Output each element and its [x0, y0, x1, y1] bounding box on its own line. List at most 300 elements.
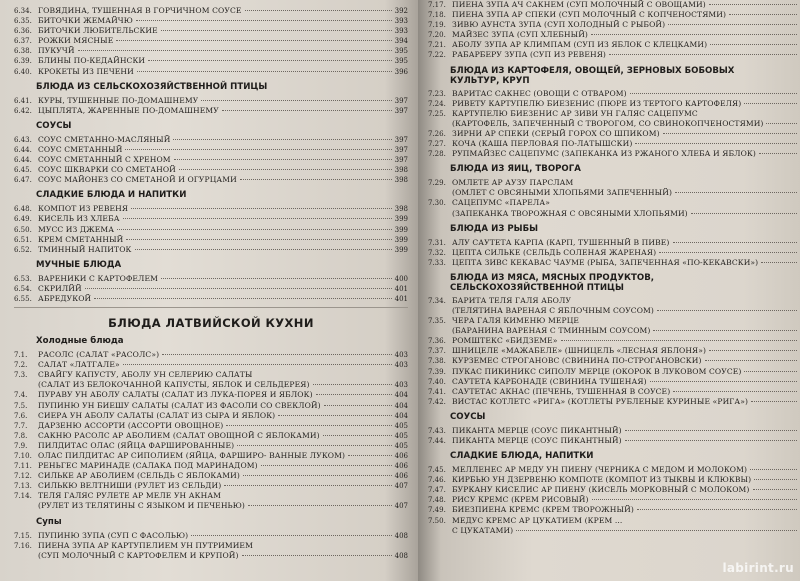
toc-entry	[428, 89, 800, 99]
entry-title: СОУС СМЕТАННО-МАСЛЯНЫЙ	[38, 134, 171, 144]
entry-title: ЦЕПТА СИЛЬКЕ (СЕЛЬДЬ СОЛЕНАЯ ЖАРЕНАЯ)	[452, 247, 657, 257]
entry-number: 7.28.	[428, 150, 446, 159]
page-number: 394	[394, 37, 408, 46]
page-number: 401	[394, 284, 408, 293]
toc-entry	[14, 245, 408, 255]
section-heading: МУЧНЫЕ БЛЮДА	[36, 259, 122, 270]
page-number: 404	[394, 401, 408, 410]
entries-group	[428, 89, 800, 160]
leader-dots	[117, 229, 391, 230]
toc-entry	[14, 96, 408, 106]
leader-dots	[750, 469, 797, 470]
leader-dots	[751, 401, 797, 402]
entries-group	[14, 96, 408, 116]
toc-entry	[428, 99, 800, 109]
entry-number: 6.50.	[14, 225, 32, 234]
entry-title: ПУКАС ПИКИНИКС СИПОЛУ МЕРЦЕ (ОКОРОК В ЛУКОВОМ СОУСЕ)	[452, 366, 742, 376]
entry-number: 7.39.	[428, 367, 446, 376]
leader-dots	[691, 213, 797, 214]
entry-number: 7.10.	[14, 452, 32, 460]
entry-number: 7.14.	[14, 492, 32, 501]
toc-entry	[14, 471, 408, 481]
entry-title: СВАЙГУ КАПУСТУ, АБОЛУ УН СЕЛЕРИЮ САЛАТЫ	[38, 370, 253, 380]
leader-dots	[313, 384, 392, 385]
entry-title: БАРИТА ТЕЛЯ ГАЛЯ АБОЛУ	[452, 295, 572, 305]
leader-dots	[591, 34, 797, 35]
entry-title: КОМПОТ ИЗ РЕВЕНЯ	[38, 204, 129, 214]
entry-number: 7.45.	[428, 466, 446, 475]
entry-number: 7.5.	[14, 401, 28, 410]
entry-title: РИВЕТУ КАРТУПЕЛЮ БИЕЗЕНИС (ПЮРЕ ИЗ ТЕРТОГО КАРТОФЕЛЯ)	[452, 98, 742, 108]
toc-entry	[428, 495, 800, 505]
entry-title: СКРИЛЙЙ	[38, 283, 82, 293]
entry-number: 7.50.	[428, 516, 446, 525]
entries-group	[428, 465, 800, 536]
leader-dots	[659, 252, 797, 253]
entry-title: КОЧА (КАША ПЕРЛОВАЯ ПО-ЛАТЫШСКИ)	[452, 139, 633, 149]
entry-title: МУСС ИЗ ДЖЕМА	[38, 224, 115, 234]
leader-dots	[625, 440, 797, 441]
entry-number: 6.43.	[14, 135, 32, 144]
section-heading: СОУСЫ	[36, 120, 72, 131]
leader-dots	[316, 394, 392, 395]
entry-title: ПИЕНА ЗУПА АЧ САКНЕМ (СУП МОЛОЧНЫЙ С ОВОЩАМИ)	[452, 0, 706, 9]
entry-continuation-text: (КАРТОФЕЛЬ, ЗАПЕЧЕННЫЙ С ТВОРОГОМ, СО СВИНОКОПЧЕНОСТЯМИ)	[452, 118, 764, 128]
page-number: 398	[394, 176, 408, 185]
entries-group	[14, 274, 408, 304]
leader-dots	[191, 535, 391, 536]
toc-entry	[14, 531, 408, 541]
leader-dots	[245, 10, 392, 11]
entry-number: 7.27.	[428, 140, 446, 149]
leader-dots	[766, 123, 797, 124]
leader-dots	[561, 340, 797, 341]
entry-number: 7.8.	[14, 431, 28, 440]
entry-title: ОЛАС ПИЛДИТАС АР СИПОЛИЕМ (ЯЙЦА, ФАРШИРО- ВАННЫЕ ЛУКОМ)	[38, 451, 346, 460]
entry-number: 7.3.	[14, 371, 28, 380]
toc-entry-continuation	[14, 551, 408, 561]
entry-number: 7.13.	[14, 482, 32, 491]
page-number: 403	[394, 381, 408, 390]
entry-number: 7.34.	[428, 296, 446, 305]
entry-number: 7.19.	[428, 21, 446, 30]
entry-title: АБРЕДУКОЙ	[38, 293, 92, 303]
toc-entry	[14, 16, 408, 26]
toc-entry	[428, 178, 800, 188]
toc-entry	[14, 350, 408, 360]
entry-title: КРОКЕТЫ ИЗ ПЕЧЕНИ	[38, 66, 134, 76]
page-number: 403	[394, 351, 408, 360]
page-number: 398	[394, 166, 408, 175]
entry-number: 7.43.	[428, 426, 446, 435]
leader-dots	[744, 103, 797, 104]
entry-number: 6.39.	[14, 57, 32, 66]
leader-dots	[663, 133, 797, 134]
entry-title: СИЛЬКЮ ВЕЛТНИШИ (РУЛЕТ ИЗ СЕЛЬДИ)	[38, 481, 222, 491]
page-number: 406	[394, 452, 408, 460]
entry-title: САУТЕТА КАРБОНАДЕ (СВИНИНА ТУШЕНАЯ)	[452, 376, 647, 386]
entry-number: 6.52.	[14, 245, 32, 254]
entry-title: РАБАРБЕРУ ЗУПА (СУП ИЗ РЕВЕНЯ)	[452, 50, 606, 60]
toc-entry	[14, 370, 408, 380]
entry-number: 7.47.	[428, 486, 446, 495]
page-number: 405	[394, 421, 408, 430]
leader-dots	[673, 391, 797, 392]
page-number: 392	[394, 7, 408, 15]
page-number: 406	[394, 462, 408, 471]
entry-number: 7.25.	[428, 109, 446, 118]
toc-entry	[428, 465, 800, 475]
entry-title: ПИЕНА ЗУПА АР СПЕКИ (СУП МОЛОЧНЫЙ С КОПЧЕНОСТЯМИ)	[452, 10, 727, 20]
leader-dots	[224, 485, 391, 486]
page-number: 405	[394, 431, 408, 440]
section-heading: БЛЮДА ИЗ РЫБЫ	[450, 223, 539, 234]
entry-title: БИТОЧКИ ЖЕМАЙЧЮ	[38, 16, 133, 26]
leader-dots	[278, 415, 391, 416]
page-number: 399	[394, 215, 408, 224]
entry-number: 6.55.	[14, 294, 32, 303]
entry-number: 6.44.	[14, 156, 32, 165]
entry-title: СИЕРА УН АБОЛУ САЛАТЫ (САЛАТ ИЗ СЫРА И ЯБЛОК)	[38, 410, 276, 420]
right-page	[418, 0, 800, 581]
toc-entry	[14, 294, 408, 304]
entries-group	[428, 238, 800, 268]
page-number: 404	[394, 411, 408, 420]
toc-entry	[428, 20, 800, 30]
toc-entry	[14, 106, 408, 116]
entry-title: САЦЕПУМС «ПАРЕЛА»	[452, 198, 550, 208]
entry-title: ЦЫПЛЯТА, ЖАРЕННЫЕ ПО-ДОМАШНЕМУ	[38, 105, 219, 115]
entry-continuation-text: (СУП МОЛОЧНЫЙ С КАРТОФЕЛЕМ И КРУПОЙ)	[38, 550, 239, 560]
leader-dots	[201, 100, 391, 101]
entry-title: ЦЕПТА ЗИВС КЕКАВАС ЧАУМЕ (РЫБА, ЗАПЕЧЕННАЯ «ПО-КЕКАВСКИ»)	[452, 257, 759, 267]
entry-number: 7.36.	[428, 337, 446, 346]
entry-number: 6.48.	[14, 205, 32, 214]
entry-title: КАРТУПЕЛЮ БИЕЗЕНИС АР ЗИВИ УН ГАЛЯС САЦЕПУМС	[452, 108, 698, 118]
toc-entry	[428, 129, 800, 139]
entry-continuation-text: (ОМЛЕТ С ОВСЯНЫМИ ХЛОПЬЯМИ ЗАПЕЧЕННЫЙ)	[452, 188, 673, 198]
leader-dots	[226, 425, 391, 426]
section-heading-line: СЕЛЬСКОХОЗЯЙСТВЕННОЙ ПТИЦЫ	[450, 282, 624, 293]
toc-entry	[14, 135, 408, 145]
entry-title: ПИЕНА ЗУПА АР КАРТУПЕЛИЕМ УН ПУТРИМИЕМ	[38, 540, 253, 550]
page-number: 407	[394, 502, 408, 511]
section-heading: СЛАДКИЕ БЛЮДА, НАПИТКИ	[450, 451, 594, 462]
entry-number: 6.42.	[14, 106, 32, 115]
leader-dots	[705, 360, 797, 361]
page-number: 393	[394, 17, 408, 26]
entry-title: БУРКАНУ КИСЕЛИС АР ПИЕНУ (КИСЕЛЬ МОРКОВНЫЙ С МОЛОКОМ)	[452, 485, 750, 495]
entry-title: ГОВЯДИНА, ТУШЕННАЯ В ГОРЧИЧНОМ СОУСЕ	[38, 6, 242, 15]
page-number: 395	[394, 57, 408, 66]
entries-group	[428, 296, 800, 407]
entry-title: ПУПИНЮ УН БИЕШУ САЛАТЫ (САЛАТ ИЗ ФАСОЛИ СО СВЕКЛОЙ)	[38, 400, 321, 410]
page-number: 406	[394, 472, 408, 481]
entry-title: СОУС СМЕТАННЫЙ С ХРЕНОМ	[38, 155, 171, 165]
entry-number: 6.38.	[14, 47, 32, 56]
section-heading: СЛАДКИЕ БЛЮДА И НАПИТКИ	[36, 190, 187, 201]
entry-number: 6.54.	[14, 284, 32, 293]
toc-entry	[14, 204, 408, 214]
entry-title: РОМШТЕКС «БИДЗЕМЕ»	[452, 336, 558, 346]
entry-continuation-text: (БАРАНИНА ВАРЕНАЯ С ТМИННЫМ СОУСОМ)	[452, 326, 651, 336]
entry-title: КИРБЬЮ УН ДЗЕРВЕНЮ КОМПОТЕ (КОМПОТ ИЗ ТЫКВЫ И КЛЮКВЫ)	[452, 475, 752, 485]
entry-number: 7.37.	[428, 347, 446, 356]
leader-dots	[630, 93, 797, 94]
section-heading: БЛЮДА ИЗ СЕЛЬСКОХОЗЯЙСТВЕННОЙ ПТИЦЫ	[36, 81, 268, 92]
entry-title: БИЕЗПИЕНА КРЕМС (КРЕМ ТВОРОЖНЫЙ)	[452, 505, 634, 515]
leader-dots	[162, 354, 391, 355]
leader-dots	[637, 509, 797, 510]
leader-dots	[348, 455, 392, 456]
entry-number: 7.20.	[428, 31, 446, 40]
page-number: 398	[394, 205, 408, 214]
toc-entry	[428, 516, 800, 526]
entry-number: 7.44.	[428, 437, 446, 445]
entry-number: 7.11.	[14, 462, 32, 471]
entry-continuation-text: С ЦУКАТАМИ)	[452, 525, 514, 535]
leader-dots	[248, 505, 392, 506]
toc-entry	[14, 6, 408, 16]
page-number: 404	[394, 391, 408, 400]
entry-title: ТЕЛЯ ГАЛЯС РУЛЕТЕ АР МЕЛЕ УН АКНАМ	[38, 491, 222, 501]
toc-entry	[14, 411, 408, 421]
page-number: 403	[394, 361, 408, 370]
leader-dots	[609, 54, 797, 55]
entry-number: 7.23.	[428, 89, 446, 98]
entry-title: РОЖКИ МЯСНЫЕ	[38, 36, 114, 46]
toc-entry	[14, 214, 408, 224]
leader-dots	[131, 208, 392, 209]
page-number: 395	[394, 47, 408, 56]
leader-dots	[653, 330, 797, 331]
toc-entry	[428, 296, 800, 306]
entry-title: РИСУ КРЕМС (КРЕМ РИСОВЫЙ)	[452, 495, 589, 505]
toc-entry	[428, 426, 800, 436]
toc-entry	[428, 50, 800, 60]
entry-title: СОУС СМЕТАННЫЙ	[38, 144, 123, 154]
entry-title: ВАРИТАС САКНЕС (ОВОЩИ С ОТВАРОМ)	[452, 88, 627, 98]
toc-entry	[14, 165, 408, 175]
leader-dots	[657, 310, 797, 311]
entry-number: 7.46.	[428, 476, 446, 485]
toc-entry	[428, 139, 800, 149]
toc-entry-continuation	[14, 380, 408, 390]
entry-continuation-text: (РУЛЕТ ИЗ ТЕЛЯТИНЫ С ЯЗЫКОМ И ПЕЧЕНЬЮ)	[38, 501, 245, 511]
toc-entry	[14, 431, 408, 441]
section-heading: БЛЮДА ИЗ ЯИЦ, ТВОРОГА	[450, 164, 581, 175]
toc-entry	[428, 316, 800, 326]
entry-number: 6.35.	[14, 17, 32, 26]
toc-entry	[14, 451, 408, 461]
toc-entry	[14, 541, 408, 551]
entry-title: КУРЗЕМЕС СТРОГАНОВС (СВИНИНА ПО-СТРОГАНОВСКИ)	[452, 356, 702, 366]
entries-group	[428, 426, 800, 446]
leader-dots	[729, 14, 797, 15]
leader-dots	[650, 381, 797, 382]
toc-entry	[14, 461, 408, 471]
leader-dots	[126, 239, 391, 240]
entry-number: 7.33.	[428, 258, 446, 267]
leader-dots	[675, 192, 797, 193]
leader-dots	[123, 218, 392, 219]
entry-number: 7.7.	[14, 421, 28, 430]
entry-continuation-text: (ТЕЛЯТИНА ВАРЕНАЯ С ЯБЛОЧНЫМ СОУСОМ)	[452, 305, 654, 315]
toc-entry-continuation	[428, 526, 800, 536]
page-number: 407	[394, 482, 408, 491]
toc-entry	[428, 436, 800, 446]
leader-dots	[174, 159, 392, 160]
leader-dots	[123, 364, 392, 365]
entries-group	[428, 0, 800, 61]
toc-entry-continuation	[428, 326, 800, 336]
leader-dots	[324, 405, 392, 406]
entry-title: РУПМАЙЗЕС САЦЕПУМС (ЗАПЕКАНКА ИЗ РЖАНОГО ХЛЕБА И ЯБЛОК)	[452, 149, 756, 159]
leader-dots	[710, 44, 797, 45]
entry-title: АЛУ САУТЕТА КАРПА (КАРП, ТУШЕННЫЙ В ПИВЕ)	[452, 237, 670, 247]
entry-title: ШНИЦЕЛЕ «МАЖАБЕЛЕ» (ШНИЦЕЛЬ «ЛЕСНАЯ ЯБЛОНЯ»)	[452, 346, 707, 356]
entry-number: 7.22.	[428, 51, 446, 60]
entry-number: 7.35.	[428, 317, 446, 326]
toc-entry	[428, 475, 800, 485]
page-number: 408	[394, 551, 408, 560]
toc-entry	[14, 67, 408, 77]
entry-number: 6.40.	[14, 67, 32, 76]
entry-title: ВАРЕНИКИ С КАРТОФЕЛЕМ	[38, 273, 158, 283]
entry-title: САУТЕТАС АКНАС (ПЕЧЕНЬ, ТУШЕННАЯ В СОУСЕ)	[452, 386, 671, 396]
entry-title: КУРЫ, ТУШЕННЫЕ ПО-ДОМАШНЕМУ	[38, 95, 199, 105]
entries-group	[14, 531, 408, 561]
entry-title: КРЕМ СМЕТАННЫЙ	[38, 234, 124, 244]
leader-dots	[625, 430, 797, 431]
leader-dots	[237, 445, 391, 446]
page-number: 396	[394, 67, 408, 76]
entry-number: 6.37.	[14, 37, 32, 46]
entry-number: 7.9.	[14, 441, 28, 450]
leader-dots	[709, 4, 797, 5]
page-number: 401	[394, 294, 408, 303]
leader-dots	[668, 24, 797, 25]
entry-number: 7.30.	[428, 199, 446, 208]
entry-number: 7.38.	[428, 357, 446, 366]
toc-entry	[428, 505, 800, 515]
entry-number: 7.41.	[428, 387, 446, 396]
toc-entry	[14, 441, 408, 451]
toc-entry	[428, 198, 800, 208]
toc-entry	[14, 155, 408, 165]
leader-dots	[137, 71, 392, 72]
entry-number: 7.26.	[428, 129, 446, 138]
leader-dots	[261, 465, 392, 466]
entry-title: ПУПИНЮ ЗУПА (СУП С ФАСОЛЬЮ)	[38, 530, 189, 540]
entry-number: 7.49.	[428, 506, 446, 515]
page-number: 400	[394, 274, 408, 283]
toc-entry	[14, 274, 408, 284]
toc-entry	[428, 367, 800, 377]
entry-title: СИЛЬКЕ АР АБОЛИЕМ (СЕЛЬДЬ С ЯБЛОКАМИ)	[38, 471, 240, 481]
toc-entry	[14, 235, 408, 245]
entries-group	[14, 204, 408, 254]
entry-number: 6.41.	[14, 96, 32, 105]
leader-dots	[592, 499, 797, 500]
toc-entry	[14, 421, 408, 431]
entry-number: 7.16.	[14, 541, 32, 550]
entry-number: 7.15.	[14, 531, 32, 540]
leader-dots	[161, 30, 392, 31]
toc-entry	[14, 46, 408, 56]
page-number: 399	[394, 245, 408, 254]
leader-dots	[759, 153, 797, 154]
toc-entry	[428, 387, 800, 397]
leader-dots	[85, 288, 392, 289]
entry-number: 7.24.	[428, 99, 446, 108]
entry-continuation-text: (САЛАТ ИЗ БЕЛОКОЧАННОЙ КАПУСТЫ, ЯБЛОК И СЕЛЬДЕРЕЯ)	[38, 380, 310, 390]
toc-entry	[428, 0, 800, 10]
toc-entry	[14, 360, 408, 370]
toc-entry	[428, 10, 800, 20]
toc-entry	[428, 30, 800, 40]
entry-title: МЕЛЛЕНЕС АР МЕДУ УН ПИЕНУ (ЧЕРНИКА С МЕДОМ И МОЛОКОМ)	[452, 465, 748, 475]
entry-number: 6.47.	[14, 176, 32, 185]
section-heading-line: КУЛЬТУР, КРУП	[450, 75, 530, 86]
section-heading: Холодные блюда	[36, 336, 124, 347]
toc-entry-continuation	[428, 209, 800, 219]
toc-entry-continuation	[14, 501, 408, 511]
toc-entry	[428, 149, 800, 159]
page-number: 399	[394, 225, 408, 234]
entry-title: ЧЕРА ГАЛЯ КИМЕНЮ МЕРЦЕ	[452, 316, 580, 326]
toc-entry	[428, 40, 800, 50]
entry-title: РАСОЛС (САЛАТ «РАСОЛС»)	[38, 350, 160, 360]
section-heading-line: БЛЮДА ИЗ КАРТОФЕЛЯ, ОВОЩЕЙ, ЗЕРНОВЫХ БОБОВЫХ	[450, 65, 735, 76]
entry-title: АБОЛУ ЗУПА АР КЛИМПАМ (СУП ИЗ ЯБЛОК С КЛЕЦКАМИ)	[452, 40, 708, 50]
entry-continuation-text: (ЗАПЕКАНКА ТВОРОЖНАЯ С ОВСЯНЫМИ ХЛОПЬЯМИ)	[452, 208, 688, 218]
toc-entry-continuation	[428, 306, 800, 316]
entry-number: 6.44.	[14, 145, 32, 154]
entry-number: 7.31.	[428, 238, 446, 247]
entry-number: 6.51.	[14, 235, 32, 244]
toc-entry	[14, 491, 408, 501]
entry-number: 6.34.	[14, 7, 32, 15]
entry-number: 7.6.	[14, 411, 28, 420]
entry-number: 6.45.	[14, 166, 32, 175]
toc-entry	[14, 481, 408, 491]
leader-dots	[709, 350, 797, 351]
toc-entry	[428, 397, 800, 407]
entry-title: САКНЮ РАСОЛС АР АБОЛИЕМ (САЛАТ ОВОЩНОЙ С ЯБЛОКАМИ)	[38, 430, 320, 440]
entry-title: СОУС ШКВАРКИ СО СМЕТАНОЙ	[38, 165, 176, 175]
page-number: 408	[394, 531, 408, 540]
leader-dots	[78, 50, 392, 51]
toc-entry	[428, 346, 800, 356]
chapter-title: БЛЮДА ЛАТВИЙСКОЙ КУХНИ	[108, 316, 314, 331]
section-heading-line: БЛЮДА ИЗ МЯСА, МЯСНЫХ ПРОДУКТОВ,	[450, 272, 655, 283]
leader-dots	[161, 278, 392, 279]
leader-dots	[635, 143, 797, 144]
toc-entry	[428, 336, 800, 346]
entries-group	[14, 6, 408, 77]
entry-title: МАЙЗЕС ЗУПА (СУП ХЛЕБНЫЙ)	[452, 30, 588, 40]
leader-dots	[516, 530, 797, 531]
entry-number: 7.42.	[428, 397, 446, 406]
toc-entry	[14, 225, 408, 235]
leader-dots	[753, 489, 798, 490]
leader-dots	[754, 479, 797, 480]
leader-dots	[744, 371, 797, 372]
leader-dots	[761, 262, 797, 263]
page-number: 399	[394, 235, 408, 244]
entry-number: 7.2.	[14, 361, 28, 370]
